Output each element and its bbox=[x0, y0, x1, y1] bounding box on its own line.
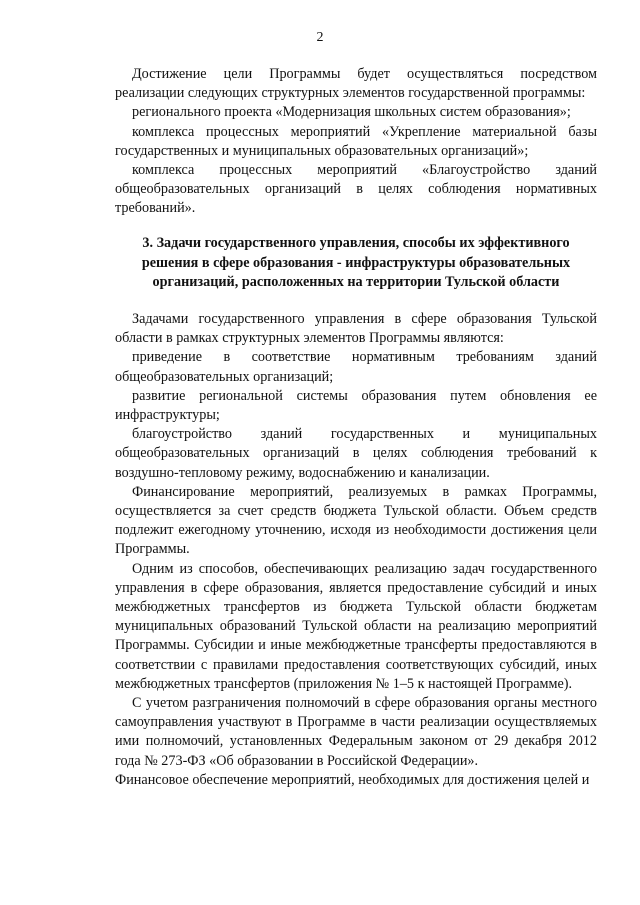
body-section bbox=[115, 310, 597, 790]
section-heading: 3. Задачи государственного управления, способы их эффективного решения в сфере образования - инфраструктуры образовательных организаций, расположенных на территории Тульской области bbox=[141, 235, 571, 290]
page-number: 2 bbox=[316, 30, 324, 45]
paragraph: С учетом разграничения полномочий в сфере образования органы местного самоуправления участвуют в Программе в части реализации осуществляемых ими полномочий, установленных Федеральным законом от 29 декабря 2012 года № 273-ФЗ «Об образовании в Российской Федерации». bbox=[115, 695, 597, 769]
paragraph: Финансовое обеспечение мероприятий, необходимых для достижения целей и bbox=[115, 771, 590, 788]
paragraph: Достижение цели Программы будет осуществляться посредством реализации следующих структурных элементов государственной программы: bbox=[115, 66, 597, 102]
paragraph: развитие региональной системы образования путем обновления ее инфраструктуры; bbox=[115, 387, 597, 424]
paragraph: приведение в соответствие нормативным требованиям зданий общеобразовательных организаций; bbox=[115, 349, 597, 385]
paragraph: комплекса процессных мероприятий «Укрепление материальной базы государственных и муниципальных образовательных организаций»; bbox=[115, 123, 597, 159]
intro-section bbox=[115, 65, 597, 219]
paragraph: Одним из способов, обеспечивающих реализацию задач государственного управления в сфере образования, является предоставление субсидий и иных межбюджетных трансфертов из бюджета Тульской области бюджетам муниципальных образований Тульской области на реализацию мероприятий Программы. Субсидии и иные межбюджетные трансферты предоставляются в соответствии с правилами предоставления соответствующих субсидий, иных межбюджетных трансфертов (приложения № 1–5 к настоящей Программе). bbox=[115, 560, 597, 692]
paragraph: благоустройство зданий государственных и муниципальных общеобразовательных организаций в целях соблюдения требований к воздушно-тепловому режиму, водоснабжению и канализации. bbox=[115, 426, 597, 481]
paragraph: Финансирование мероприятий, реализуемых в рамках Программы, осуществляется за счет средств бюджета Тульской области. Объем средств подлежит ежегодному уточнению, исходя из необходимости достижения цели Программы. bbox=[115, 483, 597, 558]
paragraph: Задачами государственного управления в сфере образования Тульской области в рамках структурных элементов Программы являются: bbox=[115, 311, 597, 347]
paragraph: регионального проекта «Модернизация школьных систем образования»; bbox=[132, 104, 571, 121]
paragraph: комплекса процессных мероприятий «Благоустройство зданий общеобразовательных организаций в целях соблюдения нормативных требований». bbox=[115, 162, 597, 217]
